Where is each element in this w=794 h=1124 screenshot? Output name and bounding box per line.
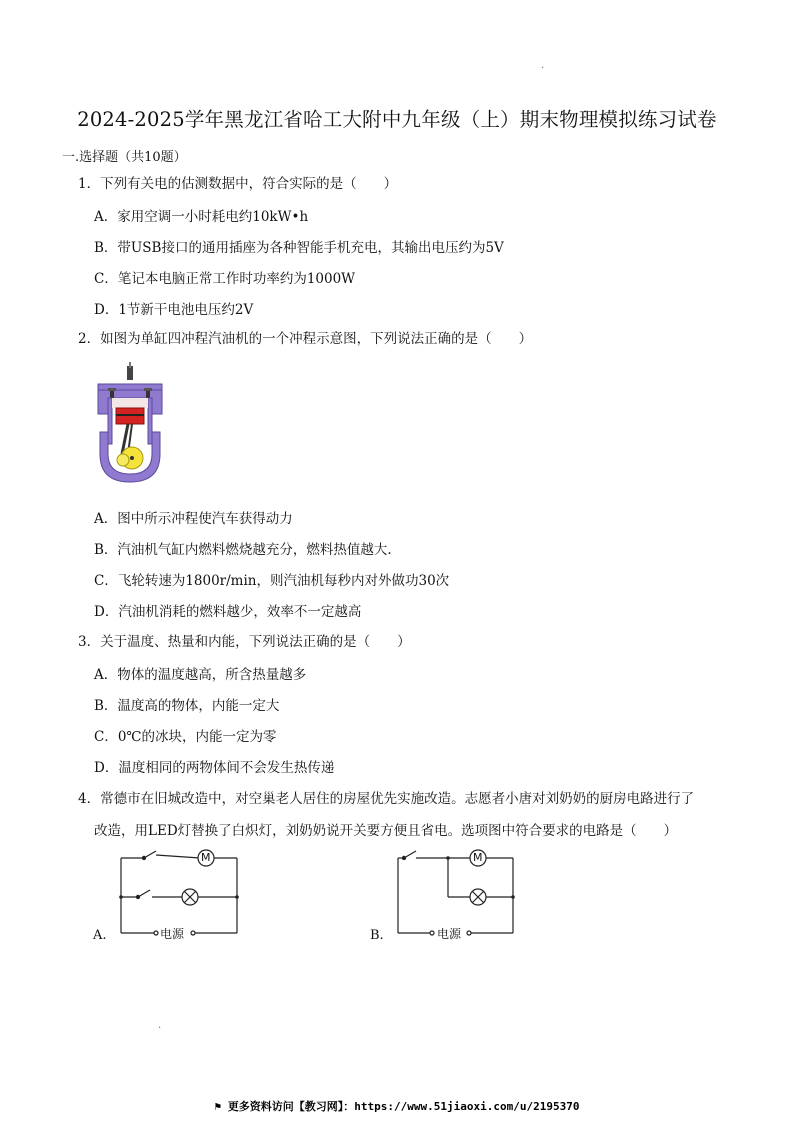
footer-text: 更多资料访问【教习网】：https://www.51jiaoxi.com/u/2195370 [227,1100,580,1113]
question-3-stem: 3．关于温度、热量和内能，下列说法正确的是（ ） [78,634,411,650]
question-4-stem-line2: 改造，用LED灯替换了白炽灯，刘奶奶说开关要方便且省电。选项图中符合要求的电路是（ ） [94,823,678,839]
power-label-b: 电源 [437,927,462,941]
lamp-symbol [182,889,198,905]
footer-link[interactable] [0,1098,794,1114]
question-1-option-a: A．家用空调一小时耗电约10kW•h [94,209,309,225]
question-2-option-c: C．飞轮转速为1800r/min，则汽油机每秒内对外做功30次 [94,573,450,589]
circuit-b-label: B. [370,928,384,943]
lamp-symbol [470,889,486,905]
question-3-option-d: D．温度相同的两物体间不会发生热传递 [94,760,335,776]
question-1-option-c: C．笔记本电脑正常工作时功率约为1000W [94,271,356,287]
section-heading: 一.选择题（共10题） [62,150,187,165]
question-2-option-d: D．汽油机消耗的燃料越少，效率不一定越高 [94,604,362,620]
question-4-stem-line1: 4．常德市在旧城改造中，对空巢老人居住的房屋优先实施改造。志愿者小唐对刘奶奶的厨房电路进行了 [78,791,695,807]
question-1-option-d: D．1节新干电池电压约2V [94,302,254,318]
question-1-option-b: B．带USB接口的通用插座为各种智能手机充电，其输出电压约为5V [94,240,504,256]
scan-dot-top: . [541,60,545,71]
scan-dot-bottom: . [158,1020,162,1031]
circuit-a-label: A. [93,928,107,943]
question-2-option-b: B．汽油机气缸内燃料燃烧越充分，燃料热值越大. [94,542,392,558]
spark-plug [127,366,133,380]
motor-label-b: M [473,851,483,864]
question-3-option-b: B．温度高的物体，内能一定大 [94,698,280,714]
flag-icon: ⚑ [214,1100,222,1113]
question-3-option-a: A．物体的温度越高，所含热量越多 [94,667,307,683]
question-1-stem: 1．下列有关电的估测数据中，符合实际的是（ ） [78,176,398,192]
power-label-a: 电源 [160,927,185,941]
question-2-option-a: A．图中所示冲程使汽车获得动力 [94,511,293,527]
motor-label-a: M [201,851,211,864]
question-3-option-c: C．0℃的冰块，内能一定为零 [94,729,277,745]
engine-stroke-diagram [94,362,166,484]
page-title: 2024-2025学年黑龙江省哈工大附中九年级（上）期末物理模拟练习试卷 [77,108,717,131]
question-2-stem: 2．如图为单缸四冲程汽油机的一个冲程示意图，下列说法正确的是（ ） [78,331,533,347]
